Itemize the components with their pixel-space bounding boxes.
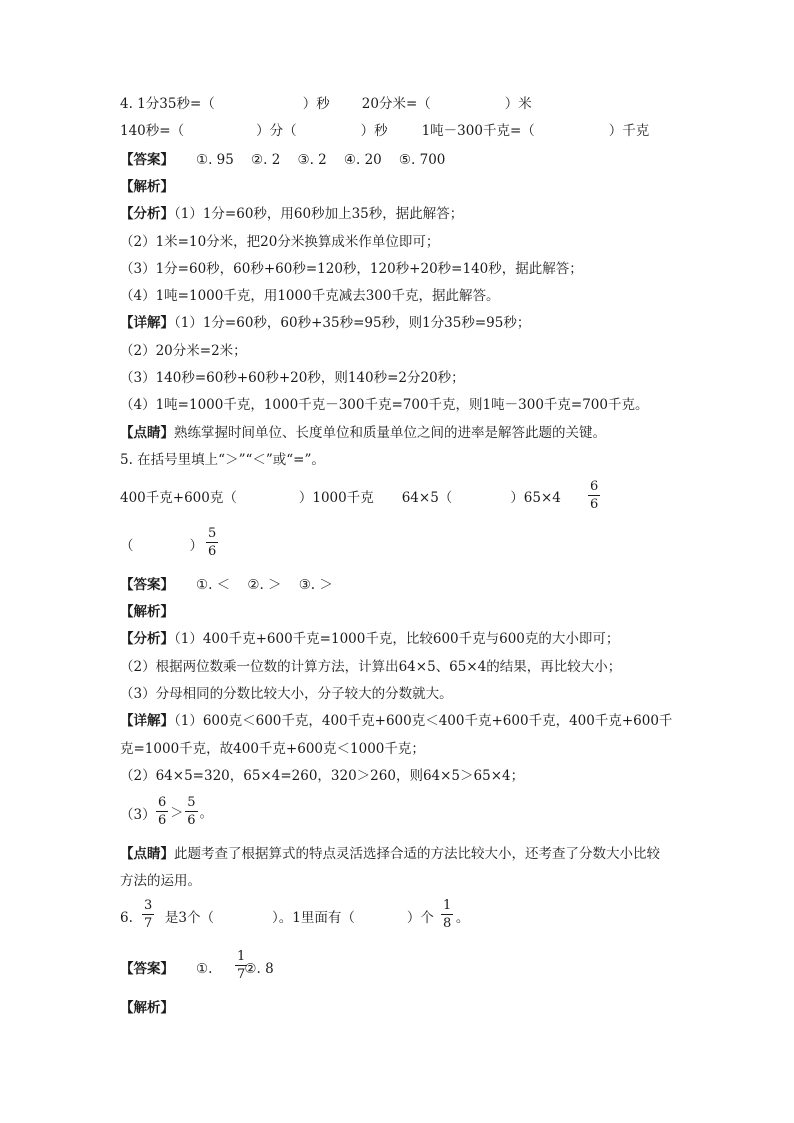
q5-xiangjie-tag: 【详解】 (120, 713, 174, 729)
q5-answers: ①. ＜ ②. ＞ ③. ＞ (196, 577, 333, 593)
q4-dianjing-text: 熟练掌握时间单位、长度单位和质量单位之间的进率是解答此题的关键。 (174, 425, 606, 441)
q5-line1-b: ）1000千克 (298, 490, 374, 506)
q5-dianjing-b: 方法的运用。 (120, 873, 201, 889)
q4-dianjing (120, 423, 606, 443)
q5-fenxi-1 (120, 629, 619, 649)
q5-xiangjie-frac-5-6 (185, 796, 197, 827)
q5-line1 (120, 488, 561, 508)
q4-line1-b: ）秒 (302, 96, 330, 112)
q4-line2-c: ）秒 (360, 123, 388, 139)
q5-xj-f2-num: 5 (187, 795, 196, 810)
q4-answer (120, 150, 445, 170)
q6-text-a: 是3个（ (164, 910, 214, 926)
q5-frac-b-num: 5 (208, 526, 217, 541)
q5-title: 5. 在括号里填上“＞”“＜”或“=”。 (120, 452, 325, 468)
q4-fenxi-3: （3）1分=60秒，60秒+60秒=120秒，120秒+20秒=140秒，据此解答； (120, 261, 583, 277)
q6-text-b: ）。1里面有（ (271, 910, 355, 926)
q4-xiangjie-1-text: （1）1分=60秒，60秒+35秒=95秒，则1分35秒=95秒； (174, 315, 531, 331)
q6-f1-den: 7 (144, 916, 153, 931)
q4-xiangjie-3: （3）140秒=60秒+60秒+20秒，则140秒=2分20秒； (120, 370, 465, 386)
q5-line2-a: （ (120, 538, 134, 554)
q4-dianjing-tag: 【点睛】 (120, 425, 174, 441)
q5-xiangjie-gt: ＞ (170, 806, 184, 821)
q5-dianjing-a: 此题考查了根据算式的特点灵活选择合适的方法比较大小，还考查了分数大小比较 (174, 846, 660, 862)
q4-fenxi-1 (120, 204, 463, 224)
q4-line2 (120, 121, 649, 141)
q5-xiangjie-3-expr (154, 796, 213, 827)
q6-f1-num: 3 (144, 898, 153, 913)
q5-xj-f1-den: 6 (158, 813, 167, 828)
q4-fenxi-2: （2）1米=10分米，把20分米换算成米作单位即可； (120, 234, 440, 250)
q6-line (120, 908, 470, 931)
q5-xiangjie-frac-6-6 (156, 796, 168, 827)
q4-xiangjie-1 (120, 313, 530, 333)
q5-fenxi-1-text: （1）400千克+600千克=1000千克，比较600千克与600克的大小即可； (174, 631, 620, 647)
q5-fraction-5-6 (206, 527, 218, 558)
q4-line2-b: ）分（ (256, 123, 297, 139)
q6-answer-1: ①. (196, 961, 213, 977)
q5-xiangjie-3-pre: （3） (120, 807, 156, 823)
q6-text-d: 。 (455, 910, 470, 926)
q6-f2-den: 8 (443, 916, 452, 931)
q6-number: 6. (120, 910, 133, 926)
q4-line2-a: 140秒=（ (120, 123, 185, 139)
q4-xiangjie-tag: 【详解】 (120, 315, 174, 331)
q5-frac-b-den: 6 (208, 544, 217, 559)
q6-fraction-3-7 (142, 899, 154, 930)
q4-line2-e: ）千克 (608, 123, 650, 139)
q4-line1-c: 20分米=（ (361, 96, 431, 112)
q5-answer (120, 575, 333, 595)
q4-xiangjie-2: （2）20分米=2米； (120, 343, 247, 359)
q4-line1-d: ）米 (504, 96, 532, 112)
q4-jiexi-tag: 【解析】 (120, 179, 174, 195)
q5-fraction-6-6 (588, 480, 600, 511)
q5-jiexi-tag: 【解析】 (120, 604, 174, 620)
q4-line2-d: 1吨－300千克=（ (421, 123, 535, 139)
q4-fenxi-tag: 【分析】 (120, 206, 174, 222)
q5-fenxi-2: （2）根据两位数乘一位数的计算方法，计算出64×5、65×4的结果，再比较大小； (120, 659, 622, 675)
q6-a1-num: 1 (237, 949, 246, 964)
q5-dianjing-tag: 【点睛】 (120, 846, 174, 862)
q6-f2-num: 1 (443, 898, 452, 913)
q5-dianjing (120, 844, 660, 864)
q4-answer-tag: 【答案】 (120, 152, 174, 168)
q4-answers: ①. 95 ②. 2 ③. 2 ④. 20 ⑤. 700 (196, 152, 446, 168)
q4-fenxi-1-text: （1）1分=60秒，用60秒加上35秒，据此解答； (174, 206, 464, 222)
q5-line2 (120, 536, 203, 556)
q4-xiangjie-4: （4）1吨=1000千克，1000千克－300千克=700千克，则1吨－300千克=700千克。 (120, 397, 649, 413)
q5-xj-f2-den: 6 (187, 813, 196, 828)
q5-xiangjie-3 (120, 805, 156, 825)
q6-answer-tag: 【答案】 (120, 961, 174, 977)
q6-answer (120, 959, 274, 982)
q5-frac-a-num: 6 (590, 479, 599, 494)
q5-fenxi-tag: 【分析】 (120, 631, 174, 647)
q6-text-c: ）个 (406, 910, 434, 926)
q5-xiangjie-1a: （1）600克＜600千克，400千克+600克＜400千克+600千克，400千克+600千 (174, 713, 673, 729)
q5-xj-f1-num: 6 (158, 795, 167, 810)
q5-line2-b: ） (189, 538, 203, 554)
q5-line1-c: 64×5（ (401, 490, 453, 506)
q5-fenxi-3: （3）分母相同的分数比较大小，分子较大的分数就大。 (120, 686, 453, 702)
q5-xiangjie-2: （2）64×5=320，65×4=260，320＞260，则64×5＞65×4； (120, 768, 525, 784)
q4-fenxi-4: （4）1吨=1000千克，用1000千克减去300千克，据此解答。 (120, 288, 500, 304)
q5-frac-a-den: 6 (590, 497, 599, 512)
q5-xiangjie-1b: 克=1000千克，故400千克+600克＜1000千克； (120, 741, 425, 757)
q5-answer-tag: 【答案】 (120, 577, 174, 593)
q6-answer-fraction-1-7 (235, 950, 247, 981)
q6-fraction-1-8 (441, 899, 453, 930)
q6-jiexi-tag: 【解析】 (120, 1000, 174, 1016)
q5-line1-d: ）65×4 (510, 490, 561, 506)
q5-line1-a: 400千克+600克（ (120, 490, 237, 506)
q4-line1 (120, 94, 532, 114)
q4-line1-a: 4. 1分35秒=（ (120, 96, 215, 112)
q6-answer-2: ②. 8 (244, 961, 274, 977)
q5-xiangjie-end: 。 (199, 806, 213, 821)
q5-xiangjie-1 (120, 711, 672, 731)
q6-a1-den: 7 (237, 967, 246, 982)
